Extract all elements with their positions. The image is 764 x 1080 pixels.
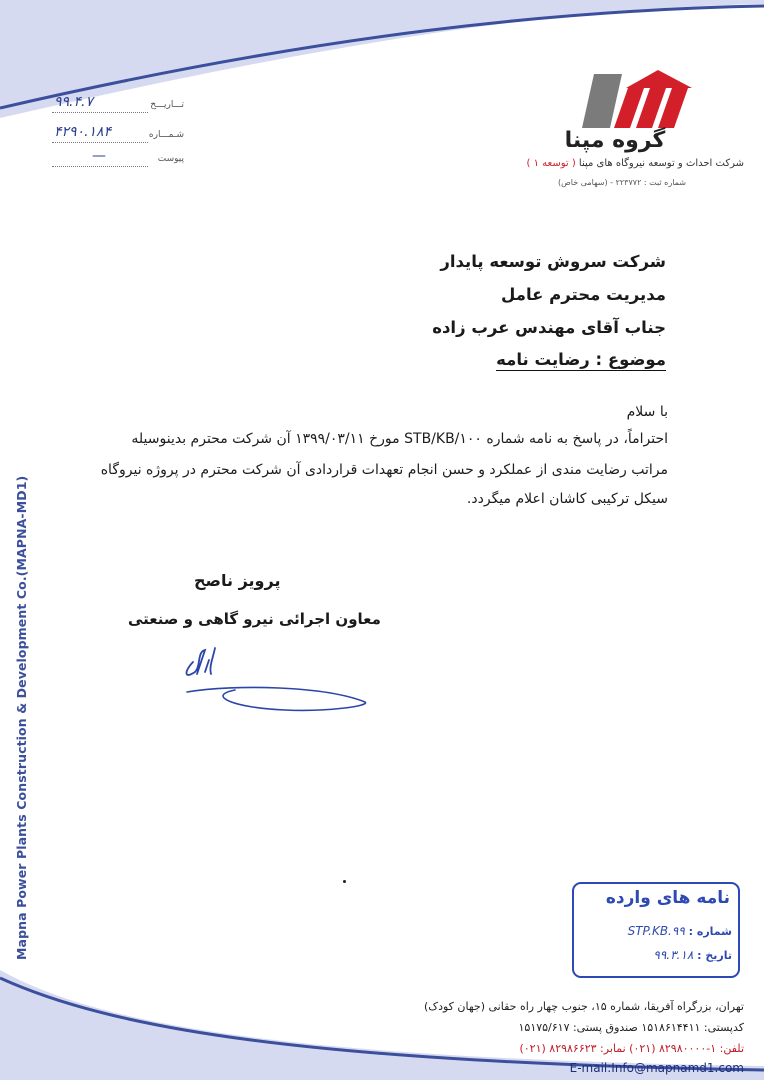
signer-title: معاون اجرائی نیرو گاهی و صنعتی	[128, 610, 381, 628]
addressee-management: مدیریت محترم عامل	[501, 285, 666, 304]
footer-address: تهران، بزرگراه آفریقا، شماره ۱۵، جنوب چهار راه حقانی (جهان کودک)	[423, 1000, 744, 1013]
footer-postal: کدپستی: ۱۵۱۸۶۱۴۴۱۱ صندوق پستی: ۱۵۱۷۵/۶۱۷	[518, 1021, 744, 1034]
number-value: ۴۲۹۰.۱۸۴	[54, 124, 112, 140]
addressee-person: جناب آقای مهندس عرب زاده	[432, 318, 666, 337]
ink-dot	[343, 880, 346, 883]
attachment-field	[52, 148, 184, 170]
number-field	[52, 124, 184, 146]
stamp-number-row	[628, 924, 732, 938]
registration-number: شماره ثبت : ۲۲۳۷۷۲ - (سهامی خاص)	[557, 178, 686, 187]
vertical-company-name: Mapna Power Plants Construction & Development Co.(MAPNA-MD1)	[14, 475, 29, 960]
stamp-date-label: تاریخ :	[697, 949, 732, 962]
number-label: شـمـــاره	[148, 130, 184, 140]
attachment-label: پیوست	[157, 154, 184, 164]
company-subtitle-text: شرکت احداث و توسعه نیروگاه های مپنا	[578, 158, 744, 169]
letter-subject: موضوع : رضایت نامه	[496, 350, 666, 369]
logo-text: گروه مپنا	[564, 128, 666, 153]
stamp-number-label: شماره :	[688, 925, 732, 938]
body-line-1: احتراماً، در پاسخ به نامه شماره STB/KB/۱۰۰ مورخ ۱۳۹۹/۰۳/۱۱ آن شرکت محترم بدینوسیله	[131, 431, 668, 447]
stamp-number-value: STP.KB.۹۹	[627, 924, 685, 938]
footer-email: E-mail:Info@mapnamd1.com	[569, 1061, 744, 1075]
company-tag: ( توسعه ۱ )	[526, 158, 576, 169]
handwritten-signature	[175, 640, 375, 720]
date-field	[52, 94, 184, 116]
stamp-title: نامه های وارده	[605, 888, 730, 908]
incoming-letters-stamp	[572, 882, 740, 978]
signer-name: پرویز ناصح	[194, 571, 281, 590]
body-line-3: سیکل ترکیبی کاشان اعلام میگردد.	[466, 491, 668, 507]
date-value: ۹۹.۴.۷	[54, 94, 93, 110]
attachment-value: —	[92, 148, 106, 164]
date-label: تـــاریـــخ	[150, 100, 184, 110]
number-dotted-line	[52, 142, 148, 143]
date-dotted-line	[52, 112, 148, 113]
greeting: با سلام	[626, 404, 668, 420]
stamp-date-row	[653, 948, 732, 962]
company-subtitle	[526, 158, 744, 169]
attachment-dotted-line	[52, 166, 148, 167]
footer-phone: تلفن: ۱-۸۲۹۸۰۰۰۰ (۰۲۱) نمابر: ۸۲۹۸۶۶۲۳ (۰۲۱)	[519, 1042, 744, 1055]
stamp-date-value: ۹۹.۳.۱۸	[653, 948, 694, 962]
addressee-company: شرکت سروش توسعه پایدار	[440, 252, 666, 271]
body-line-2: مراتب رضایت مندی از عملکرد و حسن انجام تعهدات قراردادی آن شرکت محترم در پروژه نیروگاه	[100, 462, 668, 478]
